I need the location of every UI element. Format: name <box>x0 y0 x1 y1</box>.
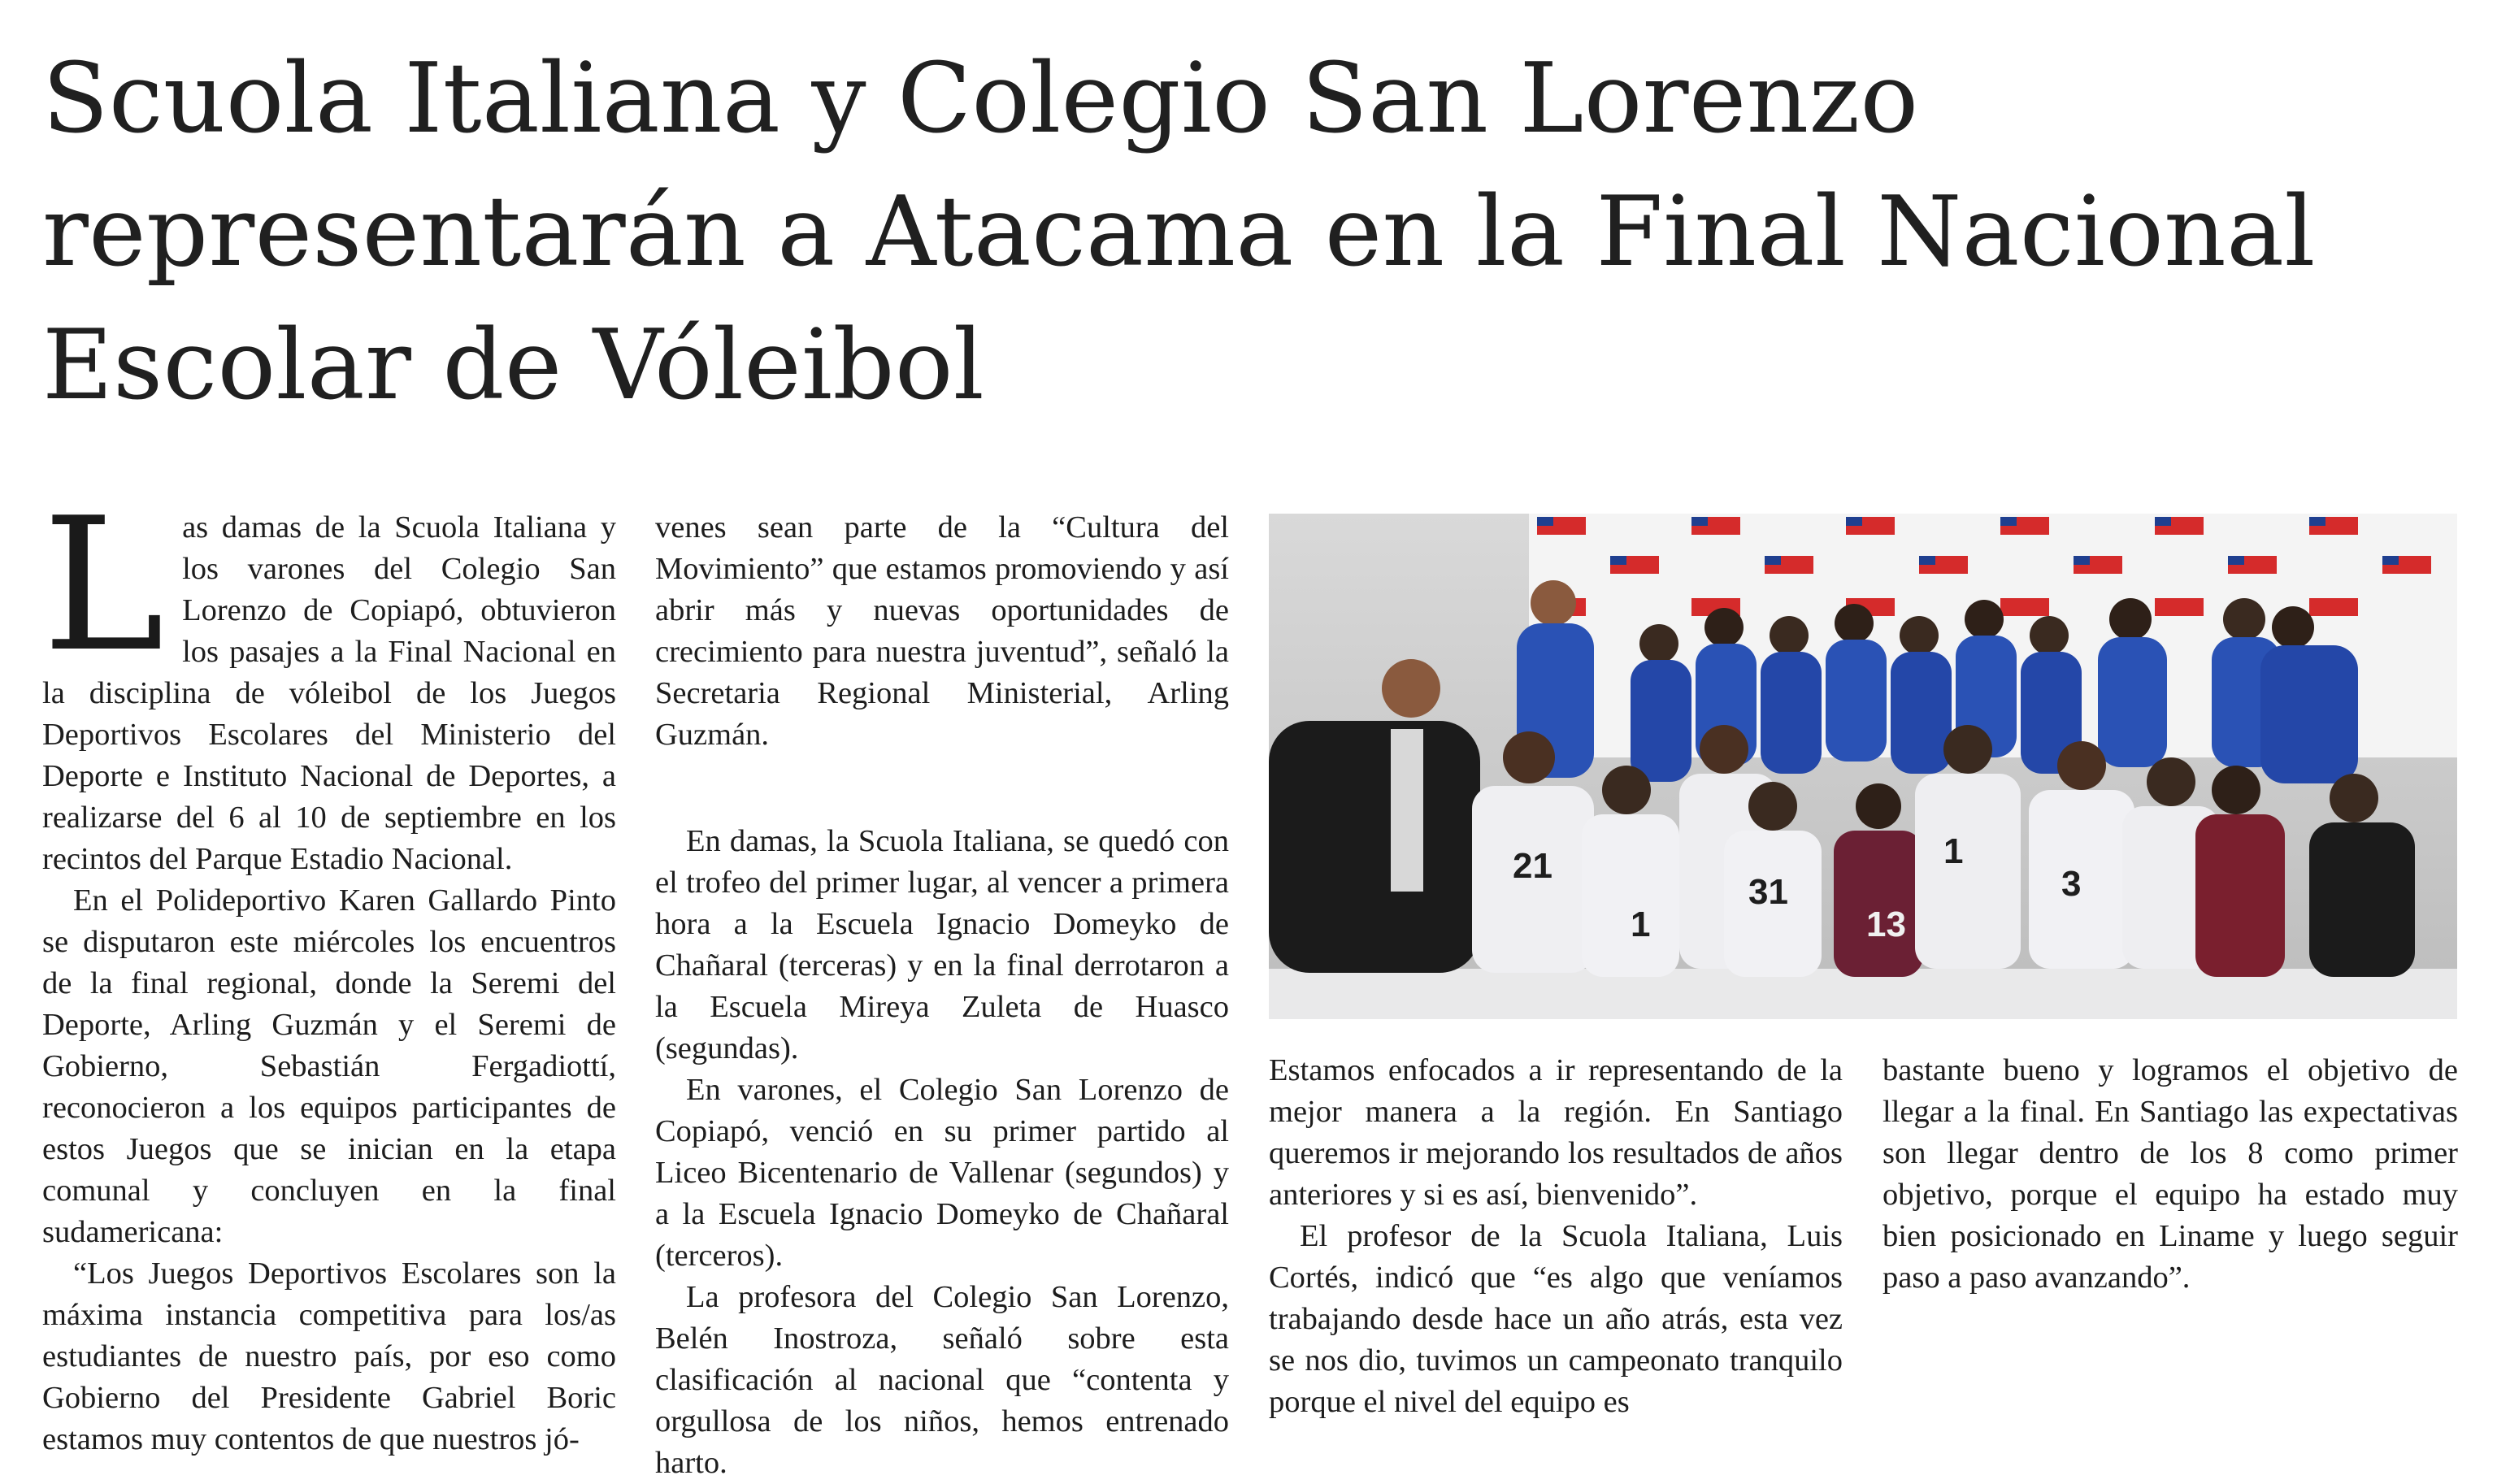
paragraph: El profesor de la Scuola Italiana, Luis Cortés, indicó que “es algo que veníamos trabajando desde hace un año atrás, esta vez se nos dio, tuvimos un campeonato tranquilo porque el nivel del equipo es <box>1269 1219 1843 1419</box>
article-column-4 <box>1883 1050 2458 1299</box>
jersey-number: 21 <box>1513 846 1552 886</box>
jersey-number: 1 <box>1943 831 1964 871</box>
paragraph: En el Polideportivo Karen Gallardo Pinto se disputaron este miércoles los encuentros de la final regional, donde la Seremi del Deporte, Arling Guzmán y el Seremi de Gobierno, Sebastián Fergadiottí, reconocieron a los equipos participantes de estos Juegos que se inician en la etapa comunal y concluyen en la final sudamericana: <box>42 883 616 1249</box>
jersey-number: 31 <box>1748 872 1788 912</box>
article-column-1 <box>42 479 616 1460</box>
jersey-number: 3 <box>2061 864 2082 904</box>
article-column-2 <box>655 507 1229 1484</box>
paragraph: “Los Juegos Deportivos Escolares son la máxima instancia competitiva para los/as estudiantes de nuestro país, por eso como Gobierno del Presidente Gabriel Boric estamos muy contentos de que nuestros jó- <box>42 1256 616 1456</box>
team-photo <box>1269 514 2457 1019</box>
jersey-number: 13 <box>1866 905 1906 944</box>
paragraph: Estamos enfocados a ir representando de la mejor manera a la región. En Santiago queremos ir mejorando los resultados de años anteriores y si es así, bienvenido”. <box>1269 1053 1843 1212</box>
jersey-number: 1 <box>1631 905 1651 944</box>
column-gap <box>655 756 1229 821</box>
team-photo-illustration <box>1269 514 2457 1019</box>
paragraph <box>42 479 616 880</box>
paragraph: En damas, la Scuola Italiana, se quedó con el trofeo del primer lugar, al vencer a primera hora a la Escuela Ignacio Domeyko de Chañaral (terceras) y en la final derrotaron a la Escuela Mireya Zuleta de Huasco (segundas). <box>655 824 1229 1065</box>
paragraph: venes sean parte de la “Cultura del Movimiento” que estamos promoviendo y así abrir más y nuevas oportunidades de crecimiento para nuestra juventud”, señaló la Secretaria Regional Ministerial, Arling Guzmán. <box>655 510 1229 752</box>
paragraph: La profesora del Colegio San Lorenzo, Belén Inostroza, señaló sobre esta clasificación al nacional que “contenta y orgullosa de los niños, hemos entrenado harto. <box>655 1280 1229 1480</box>
article-column-3 <box>1269 1050 1843 1423</box>
drop-cap: L <box>42 479 165 692</box>
paragraph: bastante bueno y logramos el objetivo de llegar a la final. En Santiago las expectativas son llegar dentro de los 8 como primer objetivo, porque el equipo ha estado muy bien posicionado en Liname y luego seguir paso a paso avanzando”. <box>1883 1053 2458 1295</box>
headline: Scuola Italiana y Colegio San Lorenzo representarán a Atacama en la Final Nacional Escolar de Vóleibol <box>42 43 2316 422</box>
paragraph-text: as damas de la Scuola Italiana y los varones del Colegio San Lorenzo de Copiapó, obtuvieron los pasajes a la Final Nacional en la disciplina de vóleibol de los Juegos Deportivos Escolares del Ministerio del Deporte e Instituto Nacional de Deportes, a realizarse del 6 al 10 de septiembre en los recintos del Parque Estadio Nacional. <box>42 510 616 876</box>
paragraph: En varones, el Colegio San Lorenzo de Copiapó, venció en su primer partido al Liceo Bicentenario de Vallenar (segundos) y a la Escuela Ignacio Domeyko de Chañaral (terceros). <box>655 1073 1229 1273</box>
